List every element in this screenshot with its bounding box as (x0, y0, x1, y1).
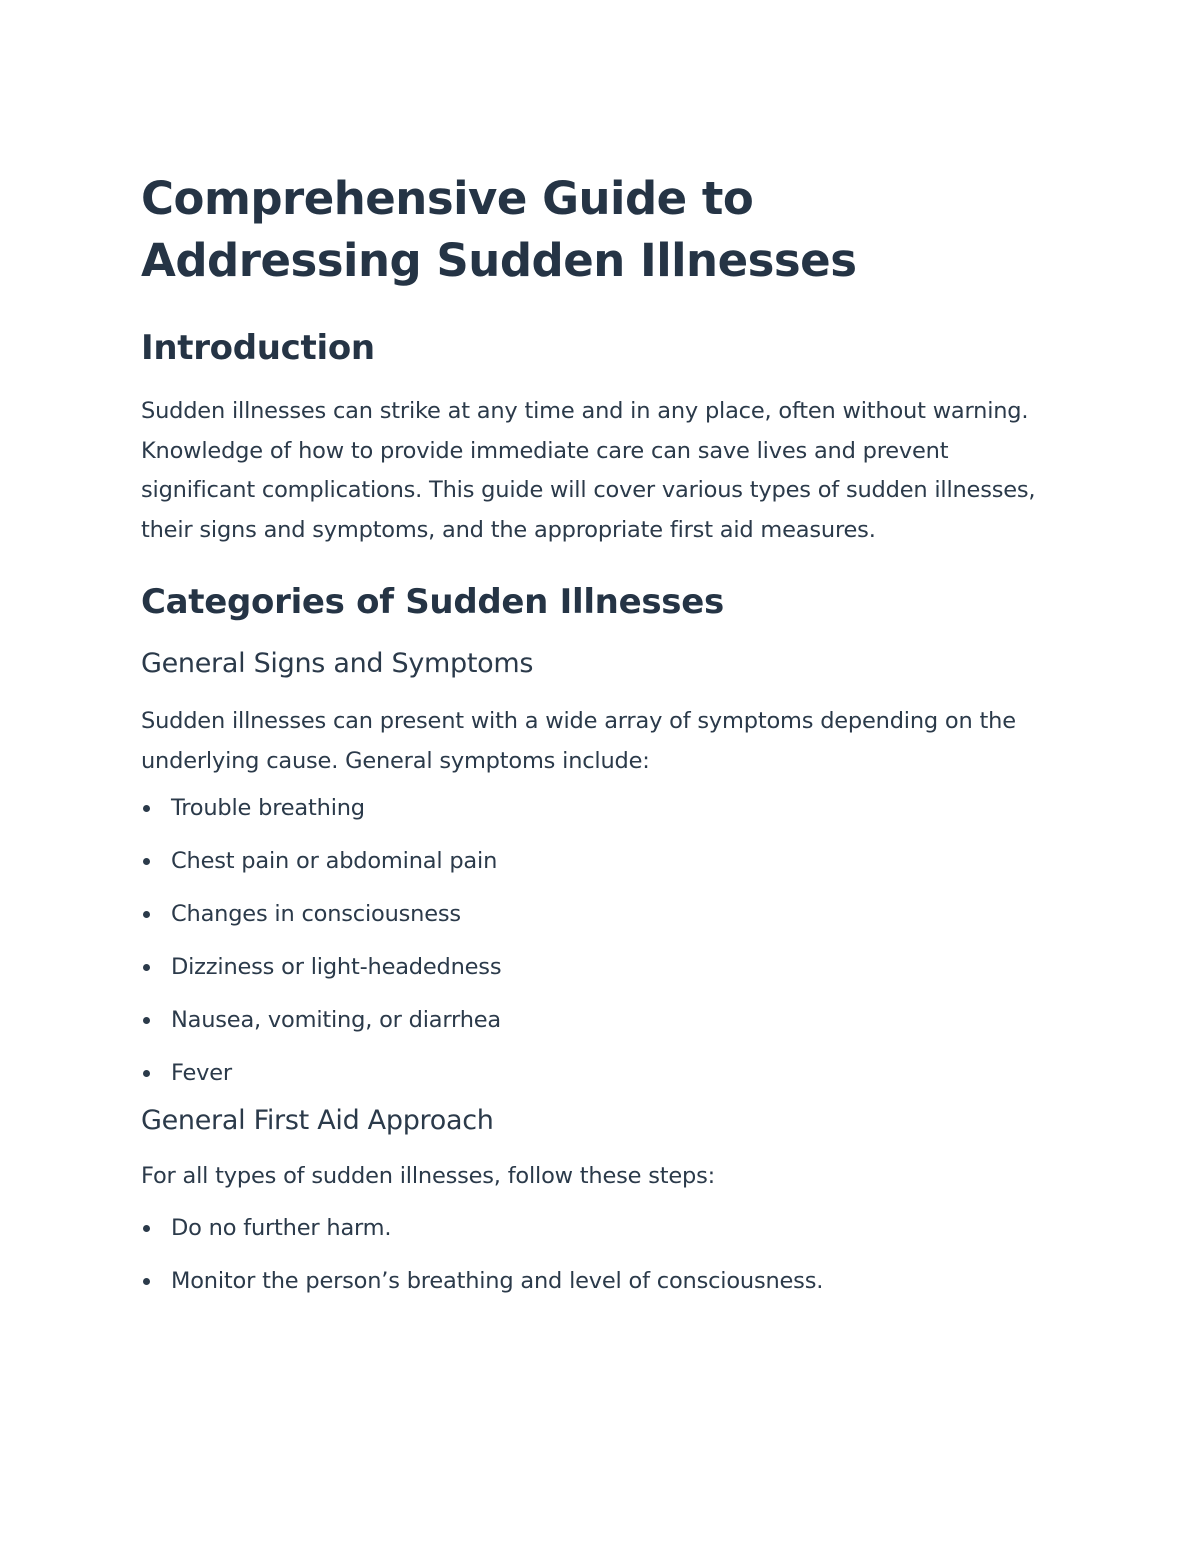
bullet-icon (143, 964, 150, 971)
bullet-icon (143, 858, 150, 865)
bullet-icon (143, 1070, 150, 1077)
list-item (141, 845, 1041, 877)
first-aid-list (141, 1212, 1041, 1297)
list-item-text: Chest pain or abdominal pain (171, 848, 498, 874)
symptoms-list (141, 792, 1041, 1089)
document-page (141, 168, 1041, 1318)
bullet-icon (143, 1225, 150, 1232)
categories-heading: Categories of Sudden Illnesses (141, 582, 724, 622)
document-title: Comprehensive Guide to Addressing Sudden Illnesses (141, 172, 857, 287)
list-item-text: Nausea, vomiting, or diarrhea (171, 1007, 501, 1033)
introduction-heading: Introduction (141, 328, 375, 368)
first-aid-heading: General First Aid Approach (141, 1105, 494, 1136)
list-item (141, 1212, 1041, 1244)
list-item-text: Trouble breathing (171, 795, 365, 821)
list-item (141, 898, 1041, 930)
list-item-text: Fever (171, 1060, 232, 1086)
bullet-icon (143, 1017, 150, 1024)
list-item (141, 1004, 1041, 1036)
list-item-text: Do no further harm. (171, 1214, 392, 1241)
introduction-paragraph: Sudden illnesses can strike at any time and in any place, often without warning. Knowledge of how to provide immediate care can save lives and prevent significant complications. This guide will cover various types of sudden illnesses, their signs and symptoms, and the appropriate first aid measures. (141, 398, 1036, 543)
first-aid-paragraph: For all types of sudden illnesses, follow these steps: (141, 1163, 716, 1189)
bullet-icon (143, 805, 150, 812)
list-item (141, 1265, 1041, 1297)
bullet-icon (143, 911, 150, 918)
general-signs-paragraph: Sudden illnesses can present with a wide array of symptoms depending on the underlying cause. General symptoms include: (141, 708, 1016, 774)
list-item (141, 951, 1041, 983)
list-item (141, 792, 1041, 824)
list-item-text: Monitor the person’s breathing and level of consciousness. (171, 1267, 824, 1294)
list-item-text: Changes in consciousness (171, 901, 461, 927)
general-signs-heading: General Signs and Symptoms (141, 648, 534, 679)
list-item-text: Dizziness or light-headedness (171, 954, 502, 980)
list-item (141, 1057, 1041, 1089)
bullet-icon (143, 1278, 150, 1285)
